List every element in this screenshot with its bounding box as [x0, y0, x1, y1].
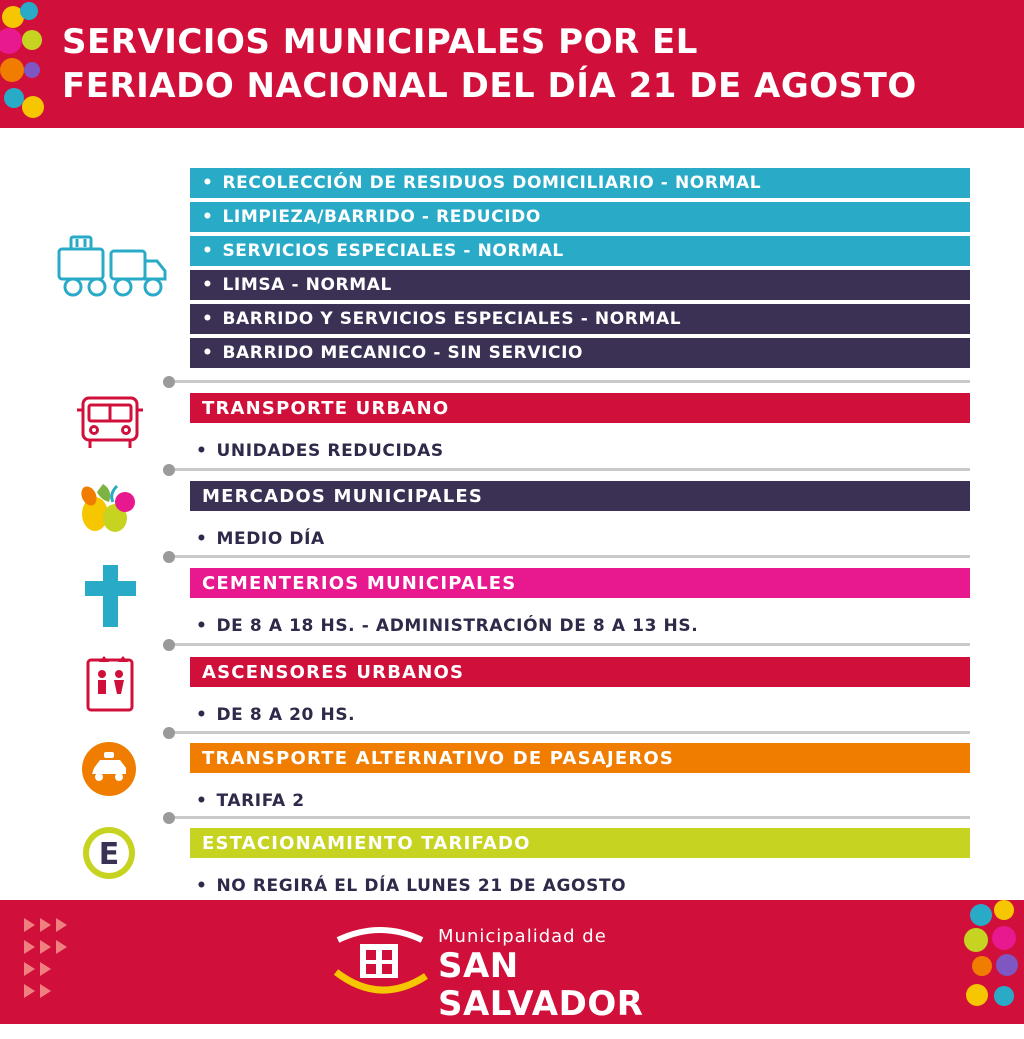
section-divider	[168, 380, 970, 383]
garbage-truck-icon	[52, 223, 172, 303]
bullet-icon: •	[196, 791, 208, 811]
footer-decoration	[960, 900, 1024, 1024]
elevator-icon	[70, 648, 150, 718]
category-label: TRANSPORTE URBANO	[202, 397, 450, 419]
page-title	[62, 20, 1002, 108]
bullet-icon: •	[202, 274, 214, 295]
section-divider	[168, 468, 970, 471]
category-title	[190, 568, 970, 598]
header-banner	[0, 0, 1024, 128]
taxi-icon	[74, 736, 144, 802]
logo-line-1: Municipalidad de	[438, 926, 607, 947]
cross-icon	[70, 560, 150, 630]
municipality-logo	[330, 920, 710, 1039]
section-divider	[168, 731, 970, 734]
footer-banner	[0, 900, 1024, 1039]
service-row	[190, 202, 970, 232]
bullet-icon: •	[196, 529, 208, 549]
header-decoration	[0, 0, 44, 128]
category-label: CEMENTERIOS MUNICIPALES	[202, 572, 517, 594]
bullet-icon: •	[196, 616, 208, 636]
service-row	[190, 168, 970, 198]
category-item	[196, 526, 325, 552]
bullet-icon: •	[196, 441, 208, 461]
service-label: SERVICIOS ESPECIALES - NORMAL	[222, 241, 564, 261]
item-label: TARIFA 2	[216, 791, 305, 811]
category-item	[196, 702, 355, 728]
service-row	[190, 270, 970, 300]
category-title	[190, 657, 970, 687]
service-label: BARRIDO MECANICO - SIN SERVICIO	[222, 343, 584, 363]
category-item	[196, 613, 698, 639]
vegetables-icon	[70, 476, 150, 542]
item-label: DE 8 A 20 HS.	[216, 705, 356, 725]
service-row	[190, 338, 970, 368]
section-divider	[168, 555, 970, 558]
category-label: ASCENSORES URBANOS	[202, 661, 465, 683]
service-label: LIMSA - NORMAL	[222, 275, 392, 295]
footer-arrows-decoration	[24, 914, 94, 1010]
category-item	[196, 788, 305, 814]
category-title	[190, 481, 970, 511]
logo-line-3: DE JUJUY	[438, 1023, 516, 1039]
svg-text:E: E	[98, 837, 120, 872]
item-label: NO REGIRÁ EL DÍA LUNES 21 DE AGOSTO	[216, 876, 627, 896]
category-label: TRANSPORTE ALTERNATIVO DE PASAJEROS	[202, 747, 675, 769]
bullet-icon: •	[202, 240, 214, 261]
bullet-icon: •	[202, 342, 214, 363]
bullet-icon: •	[202, 308, 214, 329]
category-label: MERCADOS MUNICIPALES	[202, 485, 484, 507]
services-list	[0, 128, 1024, 900]
logo-line-2: SAN SALVADOR	[438, 946, 644, 1024]
section-divider	[168, 816, 970, 819]
category-label: ESTACIONAMIENTO TARIFADO	[202, 832, 531, 854]
bullet-icon: •	[196, 876, 208, 896]
category-title	[190, 828, 970, 858]
category-item	[196, 873, 626, 899]
category-item	[196, 438, 444, 464]
service-row	[190, 236, 970, 266]
bullet-icon: •	[196, 705, 208, 725]
section-divider	[168, 643, 970, 646]
bullet-icon: •	[202, 172, 214, 193]
category-title	[190, 393, 970, 423]
service-label: LIMPIEZA/BARRIDO - REDUCIDO	[222, 207, 541, 227]
service-row	[190, 304, 970, 334]
parking-e-icon	[74, 820, 144, 886]
category-title	[190, 743, 970, 773]
item-label: DE 8 A 18 HS. - ADMINISTRACIÓN DE 8 A 13 HS.	[216, 616, 699, 636]
item-label: MEDIO DÍA	[216, 529, 325, 549]
item-label: UNIDADES REDUCIDAS	[216, 441, 444, 461]
logo-mark	[330, 920, 430, 1006]
bus-icon	[70, 390, 150, 456]
bullet-icon: •	[202, 206, 214, 227]
title-line-1: SERVICIOS MUNICIPALES POR EL	[62, 22, 698, 62]
title-line-2: FERIADO NACIONAL DEL DÍA 21 DE AGOSTO	[62, 66, 917, 106]
service-label: BARRIDO Y SERVICIOS ESPECIALES - NORMAL	[222, 309, 682, 329]
service-label: RECOLECCIÓN DE RESIDUOS DOMICILIARIO - NORMAL	[222, 173, 762, 193]
